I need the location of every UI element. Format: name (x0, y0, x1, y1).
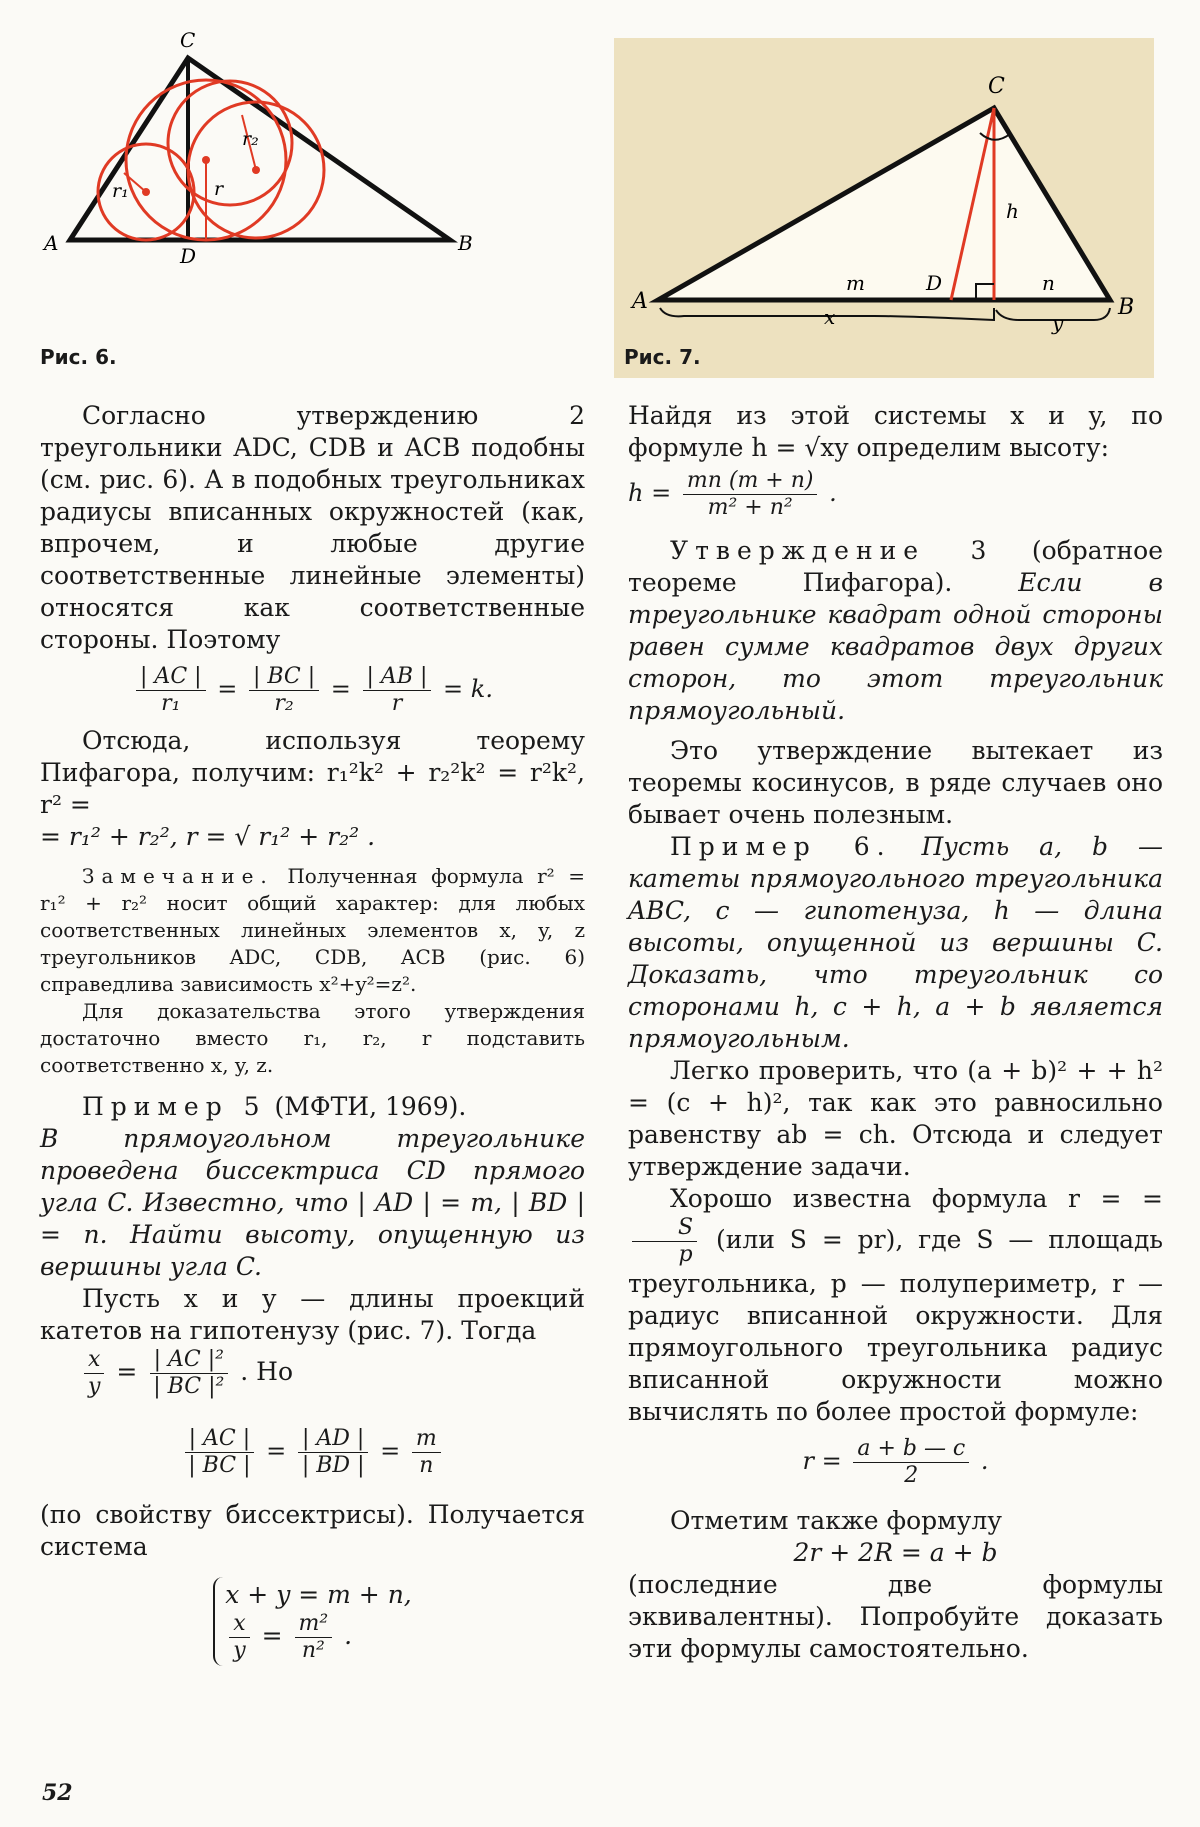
left-eq3: $\frac{| AC |}{| BC |}$ = $\frac{| AD |}{| BD |}$ = $\frac{m}{n}$ (40, 1426, 585, 1479)
page-number: 52 (42, 1780, 73, 1806)
label-d7: D (926, 271, 943, 295)
figure-6 (30, 25, 580, 295)
left-p1: Согласно утверждению 2 треугольники ADC, CDB и ACB подобны (см. рис. 6). А в подобных треугольниках радиусы вписанных окружностей (как, впрочем, и любые другие соответственные линейные элементы) относятся как соответственные стороны. Поэтому (40, 401, 585, 654)
label-a: A (44, 231, 59, 255)
label-m: m (846, 271, 865, 295)
label-n: n (1042, 271, 1055, 295)
label-r: r (214, 178, 224, 200)
label-b: B (458, 231, 473, 255)
left-p3: Пусть x и y — длины проекций катетов на гипотенузу (рис. 7). Тогда (40, 1284, 585, 1345)
fig7-caption: Рис. 7. (624, 345, 701, 369)
right-column (628, 400, 1163, 1665)
left-column (40, 400, 585, 1666)
right-p6: (последние две формулы эквивалентны). Попробуйте доказать эти формулы самостоятельно. (628, 1570, 1163, 1663)
system: x + y = m + n, $\frac{x}{y}$ = $\frac{\text{m²}}{\text{n²}}$ . (40, 1577, 585, 1666)
remark-2: Для доказательства этого утверждения достаточно вместо r₁, r₂, r подставить соответственно x, y, z. (40, 999, 585, 1077)
right-p5: Отметим также формулу (670, 1506, 1002, 1535)
right-eq2: r = $\frac{a + b — c}{2}$ . (802, 1436, 989, 1488)
example-6: Пример 6. Пусть a, b — катеты прямоугольного треугольника ABC, c — гипотенуза, h — длина высоты, опущенной из вершины C. Доказать, что треугольник со сторонами h, c + h, a + b является прямоугольным. (628, 832, 1164, 1053)
right-p1: Найдя из этой системы x и y, по формуле h = √xy определим высоту: (628, 401, 1163, 462)
left-p2b: = r₁² + r₂², r = √ r₁² + r₂² . (40, 822, 376, 851)
label-x: x (824, 305, 836, 329)
label-y: y (1052, 311, 1064, 335)
left-p2: Отсюда, используя теорему Пифагора, получим: r₁²k² + r₂²k² = r²k², r² = (40, 726, 585, 819)
left-p4: (по свойству биссектрисы). Получается система (40, 1500, 585, 1561)
label-r1: r₁ (112, 180, 129, 202)
label-c: C (180, 28, 196, 52)
label-b7: B (1118, 295, 1135, 320)
figure-7 (614, 38, 1154, 378)
label-d: D (180, 244, 197, 268)
right-eq1: h = $\frac{mn (m + n)}{\text{m² + n²}}$ . (628, 468, 837, 520)
right-p2: Это утверждение вытекает из теоремы косинусов, в ряде случаев оно бывает очень полезным. (628, 736, 1163, 829)
fig6-caption: Рис. 6. (40, 345, 117, 369)
example-5-text: В прямоугольном треугольнике проведена биссектриса CD прямого угла C. Известно, что | AD | = m, | BD | = n. Найти высоту, опущенную из вершины угла C. (40, 1124, 585, 1281)
left-eq1: $\frac{| AC |}{\text{r₁}}$ = $\frac{| BC |}{\text{r₂}}$ = $\frac{| AB |}{r}$ = k. (40, 664, 585, 717)
label-r2: r₂ (242, 128, 259, 150)
left-eq2: $\frac{x}{y}$ = $\frac{\text{| AC |²}}{\text{| BC |²}}$ . Но (40, 1347, 585, 1400)
right-p3: Легко проверить, что (a + b)² + + h² = (c + h)², так как это равносильно равенству ab = ch. Отсюда и следует утверждение задачи. (628, 1056, 1163, 1181)
label-a7: A (632, 289, 648, 314)
label-c7: C (988, 74, 1005, 99)
label-h: h (1006, 199, 1019, 223)
example-5: Пример 5 (МФТИ, 1969). (82, 1092, 467, 1121)
right-p4: Хорошо известна формула r = = $\frac{S}{p}$ (или S = pr), где S — площадь треугольника, p — полупериметр, r — радиус вписанной окружности. Для прямоугольного треугольника радиус вписанной окружности можно вычислять по более простой формуле: (628, 1184, 1163, 1426)
right-eq3: 2r + 2R = a + b (793, 1538, 998, 1567)
remark: Замечание. Полученная формула r² = r₁² + r₂² носит общий характер: для любых соответственных линейных элементов x, y, z треугольников ADC, CDB, ACB (рис. 6) справедлива зависимость x²+y²=z². (40, 864, 585, 996)
statement-3: Утверждение 3 (обратное теореме Пифагора). Если в треугольнике квадрат одной стороны равен сумме квадратов двух других сторон, то этот треугольник прямоугольный. (628, 536, 1164, 725)
